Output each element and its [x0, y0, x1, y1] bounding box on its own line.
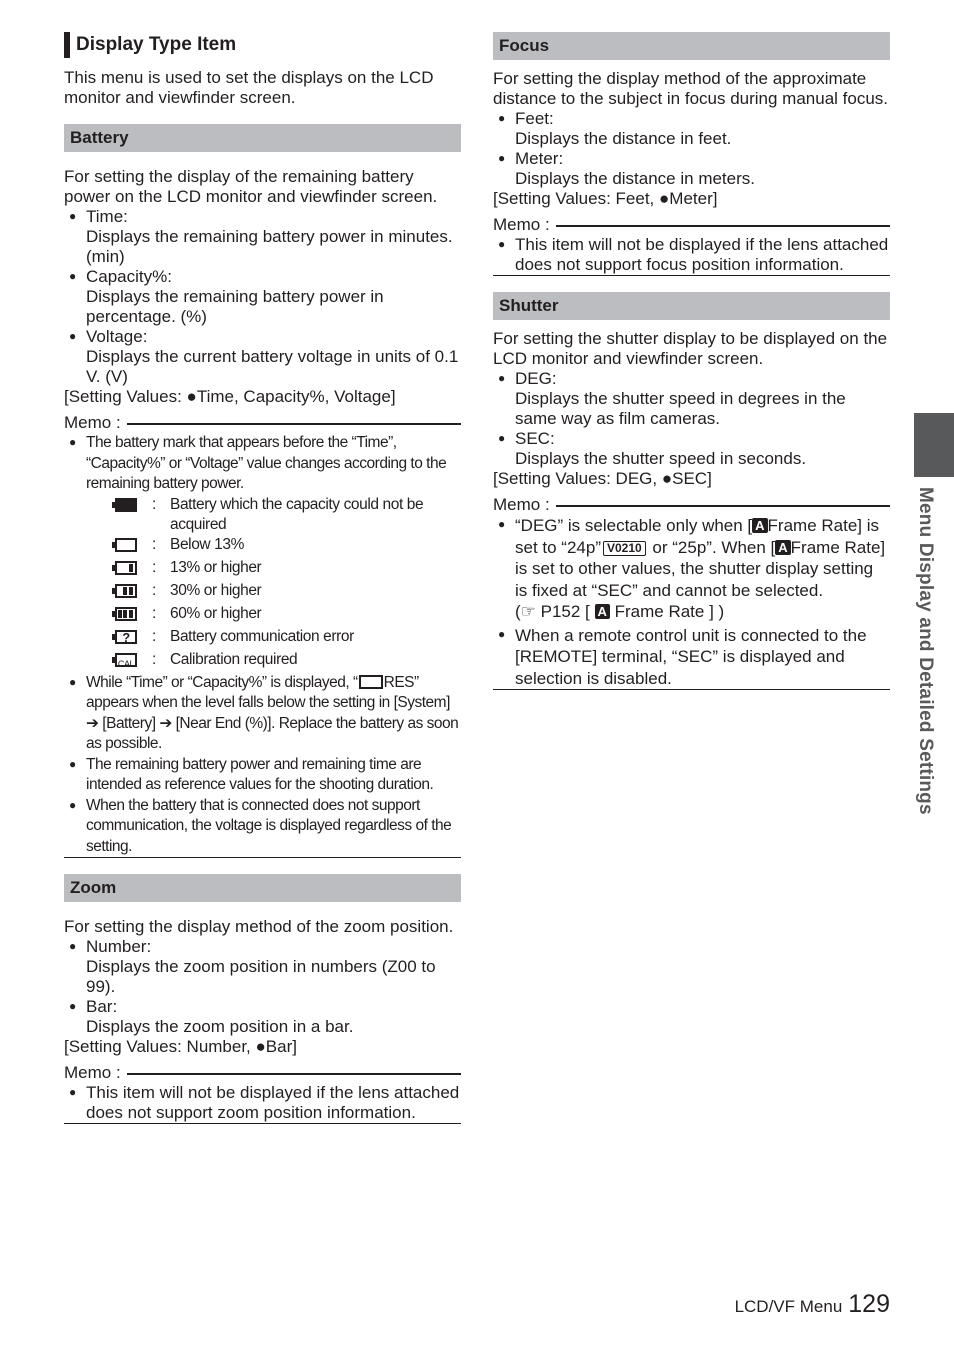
model-badge: V0210 [603, 541, 646, 556]
page-number: 129 [848, 1290, 890, 1318]
shutter-memo-list [493, 515, 890, 690]
default-dot-icon: ● [661, 469, 673, 488]
list-item: ● While “Time” or “Capacity%” is displayed, “ RES” appears when the level falls below the setting in [System] ➔ [Battery] ➔ [Near End (%)]. Replace the battery as soon as possible. [64, 673, 461, 755]
list-item: ● Voltage: Displays the current battery voltage in units of 0.1 V. (V) [64, 327, 461, 387]
table-row: : Battery which the capacity could not be acquired [108, 495, 461, 535]
battery-black-icon [112, 498, 138, 512]
shutter-description: For setting the shutter display to be displayed on the LCD monitor and viewfinder screen. [493, 329, 888, 368]
memo-rule [556, 225, 890, 227]
shutter-section-header: Shutter [493, 292, 890, 320]
memo-rule [556, 505, 890, 507]
zoom-description: For setting the display method of the zoom position. [64, 917, 454, 936]
auto-mode-icon: A [775, 540, 790, 555]
page-title: Display Type Item [64, 32, 461, 58]
focus-options-list [493, 109, 890, 189]
default-dot-icon: ● [255, 1037, 266, 1056]
list-item: ● This item will not be displayed if the lens attached does not support zoom position information. [64, 1083, 461, 1123]
shutter-memo-heading: Memo : [493, 495, 890, 515]
battery-memo-heading: Memo : [64, 413, 461, 433]
focus-memo-list [493, 235, 890, 276]
battery-1bar-icon [112, 561, 138, 575]
list-item: ● Bar: Displays the zoom position in a bar. [64, 997, 461, 1037]
zoom-memo-list [64, 1083, 461, 1124]
battery-setting-values: [Setting Values: ●Time, Capacity%, Voltage] [64, 387, 396, 406]
table-row: : Below 13% [108, 535, 461, 558]
memo-rule [127, 1073, 461, 1075]
battery-empty-icon [112, 538, 138, 552]
memo-rule [127, 423, 461, 425]
battery-2bar-icon [112, 584, 138, 598]
list-item: ● This item will not be displayed if the lens attached does not support focus position information. [493, 235, 890, 275]
list-item: ● Feet: Displays the distance in feet. [493, 109, 890, 149]
table-row: : 60% or higher [108, 604, 461, 627]
list-item: ● Capacity%: Displays the remaining battery power in percentage. (%) [64, 267, 461, 327]
list-item: ● The remaining battery power and remaining time are intended as reference values for the shooting duration. [64, 755, 461, 796]
battery-3bar-icon [112, 607, 138, 621]
battery-level-table [108, 495, 461, 673]
list-item: ● Number: Displays the zoom position in numbers (Z00 to 99). [64, 937, 461, 997]
list-item: ● The battery mark that appears before the “Time”, “Capacity%” or “Voltage” value changes according to the remaining battery power. : Battery which the capacity could not be acquired : Below 13% : 13% or higher : 30% or higher : 60% or higher ? : Battery communication error CAL : Calibration required [64, 433, 461, 673]
default-dot-icon: ● [659, 189, 670, 208]
list-item: ● Time: Displays the remaining battery power in minutes. (min) [64, 207, 461, 267]
focus-description: For setting the display method of the approximate distance to the subject in focus during manual focus. [493, 69, 889, 108]
zoom-options-list [64, 937, 461, 1037]
table-row: : 30% or higher [108, 581, 461, 604]
zoom-memo-heading: Memo : [64, 1063, 461, 1083]
table-row: : 13% or higher [108, 558, 461, 581]
side-tab-label: Menu Display and Detailed Settings [915, 487, 936, 815]
shutter-options-list [493, 369, 890, 469]
page-reference: (☞ P152 [ A Frame Rate ] ) [515, 602, 725, 621]
list-item: ● Meter: Displays the distance in meters. [493, 149, 890, 189]
focus-section-header: Focus [493, 32, 890, 60]
left-column [64, 32, 461, 1124]
right-column [493, 32, 890, 690]
battery-options-list [64, 207, 461, 387]
auto-mode-icon: A [595, 604, 610, 619]
default-dot-icon: ● [186, 387, 197, 406]
battery-cal-icon: CAL [112, 653, 138, 667]
auto-mode-icon: A [752, 518, 767, 533]
zoom-section-header: Zoom [64, 874, 461, 902]
battery-description: For setting the display of the remaining battery power on the LCD monitor and viewfinder screen. [64, 167, 438, 206]
list-item: ● When the battery that is connected does not support communication, the voltage is displayed regardless of the setting. [64, 796, 461, 858]
battery-memo-list [64, 433, 461, 858]
battery-section-header: Battery [64, 124, 461, 152]
battery-error-icon: ? [112, 630, 138, 644]
list-item: ● When a remote control unit is connected to the [REMOTE] terminal, “SEC” is displayed and selection is disabled. [493, 625, 890, 690]
footer-label: LCD/VF Menu [734, 1297, 843, 1316]
table-row: ? : Battery communication error [108, 627, 461, 650]
focus-setting-values: [Setting Values: Feet, ●Meter] [493, 189, 718, 208]
battery-empty-icon [359, 675, 383, 689]
side-tab-marker [914, 413, 954, 477]
list-item: ● “DEG” is selectable only when [ A Frame Rate] is set to “24p” V0210 or “25p”. When [ A Frame Rate] is set to other values, the shutter display setting is fixed at “SEC” and cannot be selected. (☞ P152 [ A Frame Rate ] ) [493, 515, 890, 623]
list-item: ● SEC: Displays the shutter speed in seconds. [493, 429, 890, 469]
focus-memo-heading: Memo : [493, 215, 890, 235]
list-item: ● DEG: Displays the shutter speed in degrees in the same way as film cameras. [493, 369, 890, 429]
page-footer [735, 1290, 890, 1319]
table-row: CAL : Calibration required [108, 650, 461, 673]
shutter-setting-values: [Setting Values: DEG, ●SEC] [493, 469, 712, 488]
intro-text: This menu is used to set the displays on the LCD monitor and viewfinder screen. [64, 68, 434, 107]
zoom-setting-values: [Setting Values: Number, ●Bar] [64, 1037, 297, 1056]
